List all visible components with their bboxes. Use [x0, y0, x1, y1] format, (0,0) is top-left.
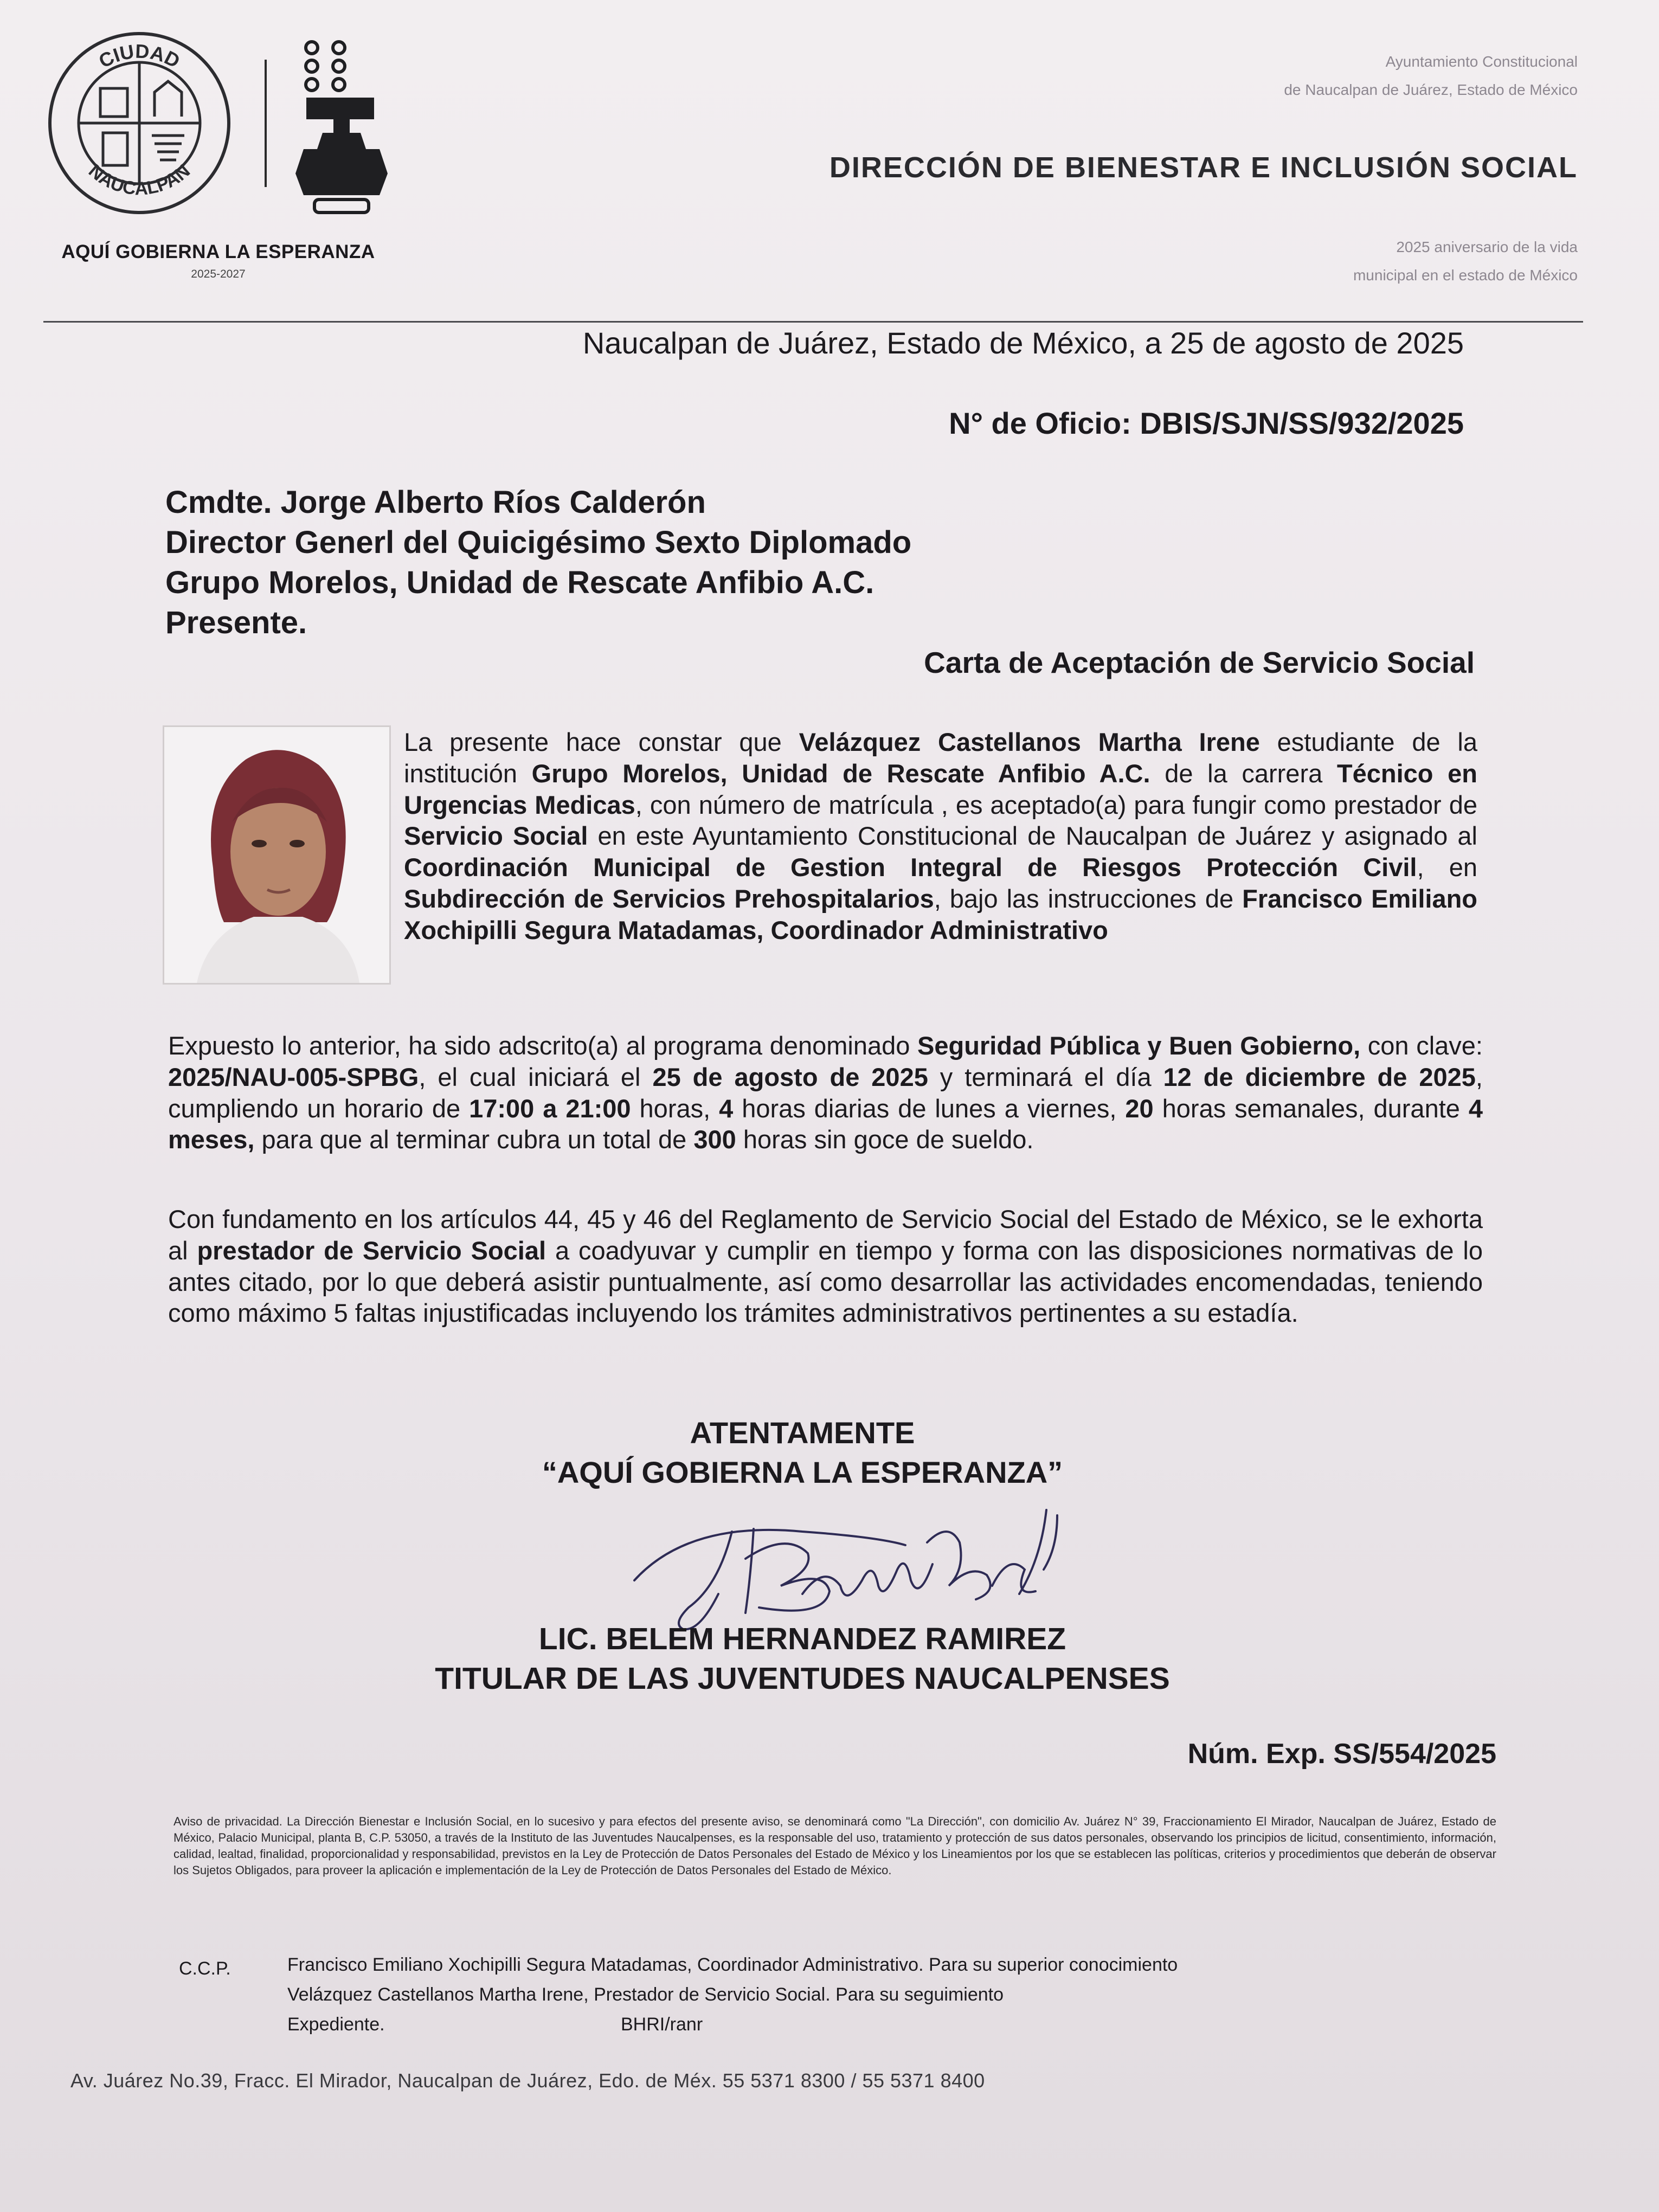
- p2-start-date: 25 de agosto de 2025: [652, 1062, 928, 1091]
- recipient-title: Director Generl del Quicigésimo Sexto Diplomado: [165, 525, 912, 560]
- paragraph-regulation: [168, 1204, 1483, 1329]
- signer-name: LIC. BELEM HERNANDEZ RAMIREZ: [538, 1622, 1066, 1656]
- p3-provider: prestador de Servicio Social: [197, 1236, 546, 1265]
- recipient-name: Cmdte. Jorge Alberto Ríos Calderón: [165, 485, 706, 520]
- ccp-label: C.C.P.: [179, 1958, 231, 1979]
- logo-divider: [265, 60, 267, 187]
- p2-total-hours: 300: [693, 1125, 736, 1154]
- p2-duration: 4 meses,: [168, 1094, 1483, 1154]
- faded-mid-line-2: municipal en el estado de México: [1353, 267, 1578, 284]
- ccp-line-2: Velázquez Castellanos Martha Irene, Prestador de Servicio Social. Para su seguimiento: [287, 1984, 1004, 2005]
- paragraph-program: [168, 1030, 1483, 1155]
- p2-text-1: Expuesto lo anterior, ha sido adscrito(a) al programa denominado: [168, 1031, 918, 1060]
- privacy-text: La Dirección Bienestar e Inclusión Social, en lo sucesivo y para efectos del presente aviso, se denominará como "La Dirección", con domicilio Av. Juárez N° 39, Fraccionamiento El Mirador, Naucalpan de Juárez, Estado de México, Palacio Municipal, planta B, C.P. 53050, a través de la Instituto de las Juventudes Naucalpenses, es la responsable del uso, tratamiento y protección de sus datos personales, observando los principios de licitud, consentimiento, información, calidad, lealtad, finalidad, proporcionalidad y responsabilidad, previstos en la Ley de Protección de Datos Personales del Estado de México y los Lineamientos por los que se establecen las políticas, criterios y procedimientos que deberán de observar los Sujetos Obligados, para proveer la aplicación e implementación de la Ley de Protección de Datos Personales del Estado de México.: [173, 1815, 1496, 1877]
- p2-end-date: 12 de diciembre de 2025: [1163, 1062, 1476, 1091]
- ccp-initials: BHRI/ranr: [621, 2014, 703, 2035]
- p1-text-2: estudiante de la institución: [404, 728, 1477, 788]
- p2-weekly-hours: 20: [1125, 1094, 1154, 1123]
- faded-top-line-1: Ayuntamiento Constitucional: [1385, 53, 1578, 70]
- p1-career: Técnico en Urgencias Medicas: [404, 758, 1477, 819]
- p1-text-6: , en: [1417, 853, 1477, 882]
- p3-text-1: Con fundamento en los artículos 44, 45 y 46 del Reglamento de Servicio Social del Estado de México, se le exhorta al: [168, 1205, 1483, 1265]
- p2-text-9: para que al terminar cubra un total de: [254, 1125, 694, 1154]
- glyph-emblem-logo: [290, 38, 390, 217]
- p1-student-name: Velázquez Castellanos Martha Irene: [799, 728, 1260, 756]
- seal-text-bottom: NAUCALPAN: [85, 160, 194, 200]
- p2-text-7: horas diarias de lunes a viernes,: [733, 1094, 1126, 1123]
- p1-coordination: Coordinación Municipal de Gestion Integral de Riesgos Protección Civil: [404, 853, 1417, 882]
- recipient-org: Grupo Morelos, Unidad de Rescate Anfibio A.C.: [165, 565, 874, 600]
- p1-supervisor: Francisco Emiliano Xochipilli Segura Matadamas, Coordinador Administrativo: [404, 884, 1478, 944]
- p2-schedule: 17:00 a 21:00: [469, 1094, 631, 1123]
- p2-text-2: con clave:: [1360, 1031, 1483, 1060]
- expediente-number: Núm. Exp. SS/554/2025: [1187, 1738, 1496, 1770]
- p1-text-4: , con número de matrícula , es aceptado(a) para fungir como prestador de: [635, 790, 1477, 819]
- header-slogan-years: 2025-2027: [191, 268, 246, 280]
- p1-subdirection: Subdirección de Servicios Prehospitalarios: [404, 884, 934, 913]
- p2-text-8: horas semanales, durante: [1153, 1094, 1469, 1123]
- place-date: Naucalpan de Juárez, Estado de México, a 25 de agosto de 2025: [582, 326, 1464, 360]
- recipient-block: [165, 483, 911, 643]
- privacy-notice: [173, 1814, 1496, 1879]
- p2-program-name: Seguridad Pública y Buen Gobierno,: [917, 1031, 1361, 1060]
- p1-text-7: , bajo las instrucciones de: [934, 884, 1243, 913]
- privacy-label: Aviso de privacidad.: [173, 1815, 282, 1828]
- faded-top-line-2: de Naucalpan de Juárez, Estado de México: [1284, 81, 1578, 98]
- p1-institution: Grupo Morelos, Unidad de Rescate Anfibio A.C.: [531, 758, 1150, 788]
- closing-motto: “AQUÍ GOBIERNA LA ESPERANZA”: [542, 1455, 1063, 1489]
- p2-daily-hours: 4: [719, 1094, 734, 1123]
- faded-header-text: [1090, 48, 1578, 104]
- p1-text-1: La presente hace constar que: [404, 728, 799, 756]
- paragraph-acceptance: [404, 726, 1477, 946]
- header-rule: [43, 321, 1583, 323]
- closing-atentamente: ATENTAMENTE: [690, 1416, 915, 1450]
- ccp-line-3: Expediente.: [287, 2014, 385, 2035]
- p1-text-5: en este Ayuntamiento Constitucional de Naucalpan de Juárez y asignado al: [588, 821, 1477, 851]
- faded-anniversary-text: [1090, 233, 1578, 290]
- faded-mid-line-1: 2025 aniversario de la vida: [1396, 239, 1578, 255]
- student-photo: [163, 725, 391, 985]
- p2-text-10: horas sin goce de sueldo.: [736, 1125, 1034, 1154]
- footer-address: Av. Juárez No.39, Fracc. El Mirador, Naucalpan de Juárez, Edo. de Méx. 55 5371 8300 / 55 5371 8400: [70, 2069, 985, 2092]
- p3-text-2: a coadyuvar y cumplir en tiempo y forma con las disposiciones normativas de lo antes citado, por lo que deberá asistir puntualmente, así como desarrollar las actividades encomendadas, teniendo como máximo 5 faltas injustificadas incluyendo los trámites administrativos pertinentes a su estadía.: [168, 1236, 1483, 1328]
- header-slogan: AQUÍ GOBIERNA LA ESPERANZA: [61, 241, 375, 262]
- ccp-line-1: Francisco Emiliano Xochipilli Segura Matadamas, Coordinador Administrativo. Para su superior conocimiento: [287, 1954, 1178, 1975]
- p2-text-6: horas,: [631, 1094, 719, 1123]
- seal-text-top: CIUDAD: [95, 40, 184, 73]
- salutation: Presente.: [165, 605, 307, 640]
- letter-subject: Carta de Aceptación de Servicio Social: [924, 646, 1475, 679]
- department-title: DIRECCIÓN DE BIENESTAR E INCLUSIÓN SOCIAL: [829, 151, 1578, 184]
- naucalpan-seal-logo: [46, 30, 233, 217]
- p2-program-key: 2025/NAU-005-SPBG: [168, 1062, 419, 1091]
- p2-text-3: , el cual iniciará el: [419, 1062, 653, 1091]
- p2-text-4: y terminará el día: [928, 1062, 1163, 1091]
- signer-title: TITULAR DE LAS JUVENTUDES NAUCALPENSES: [435, 1661, 1170, 1696]
- p2-text-5: , cumpliendo un horario de: [168, 1062, 1483, 1123]
- oficio-number: N° de Oficio: DBIS/SJN/SS/932/2025: [949, 406, 1464, 440]
- p1-text-3: de la carrera: [1150, 758, 1337, 788]
- p1-service: Servicio Social: [404, 821, 588, 851]
